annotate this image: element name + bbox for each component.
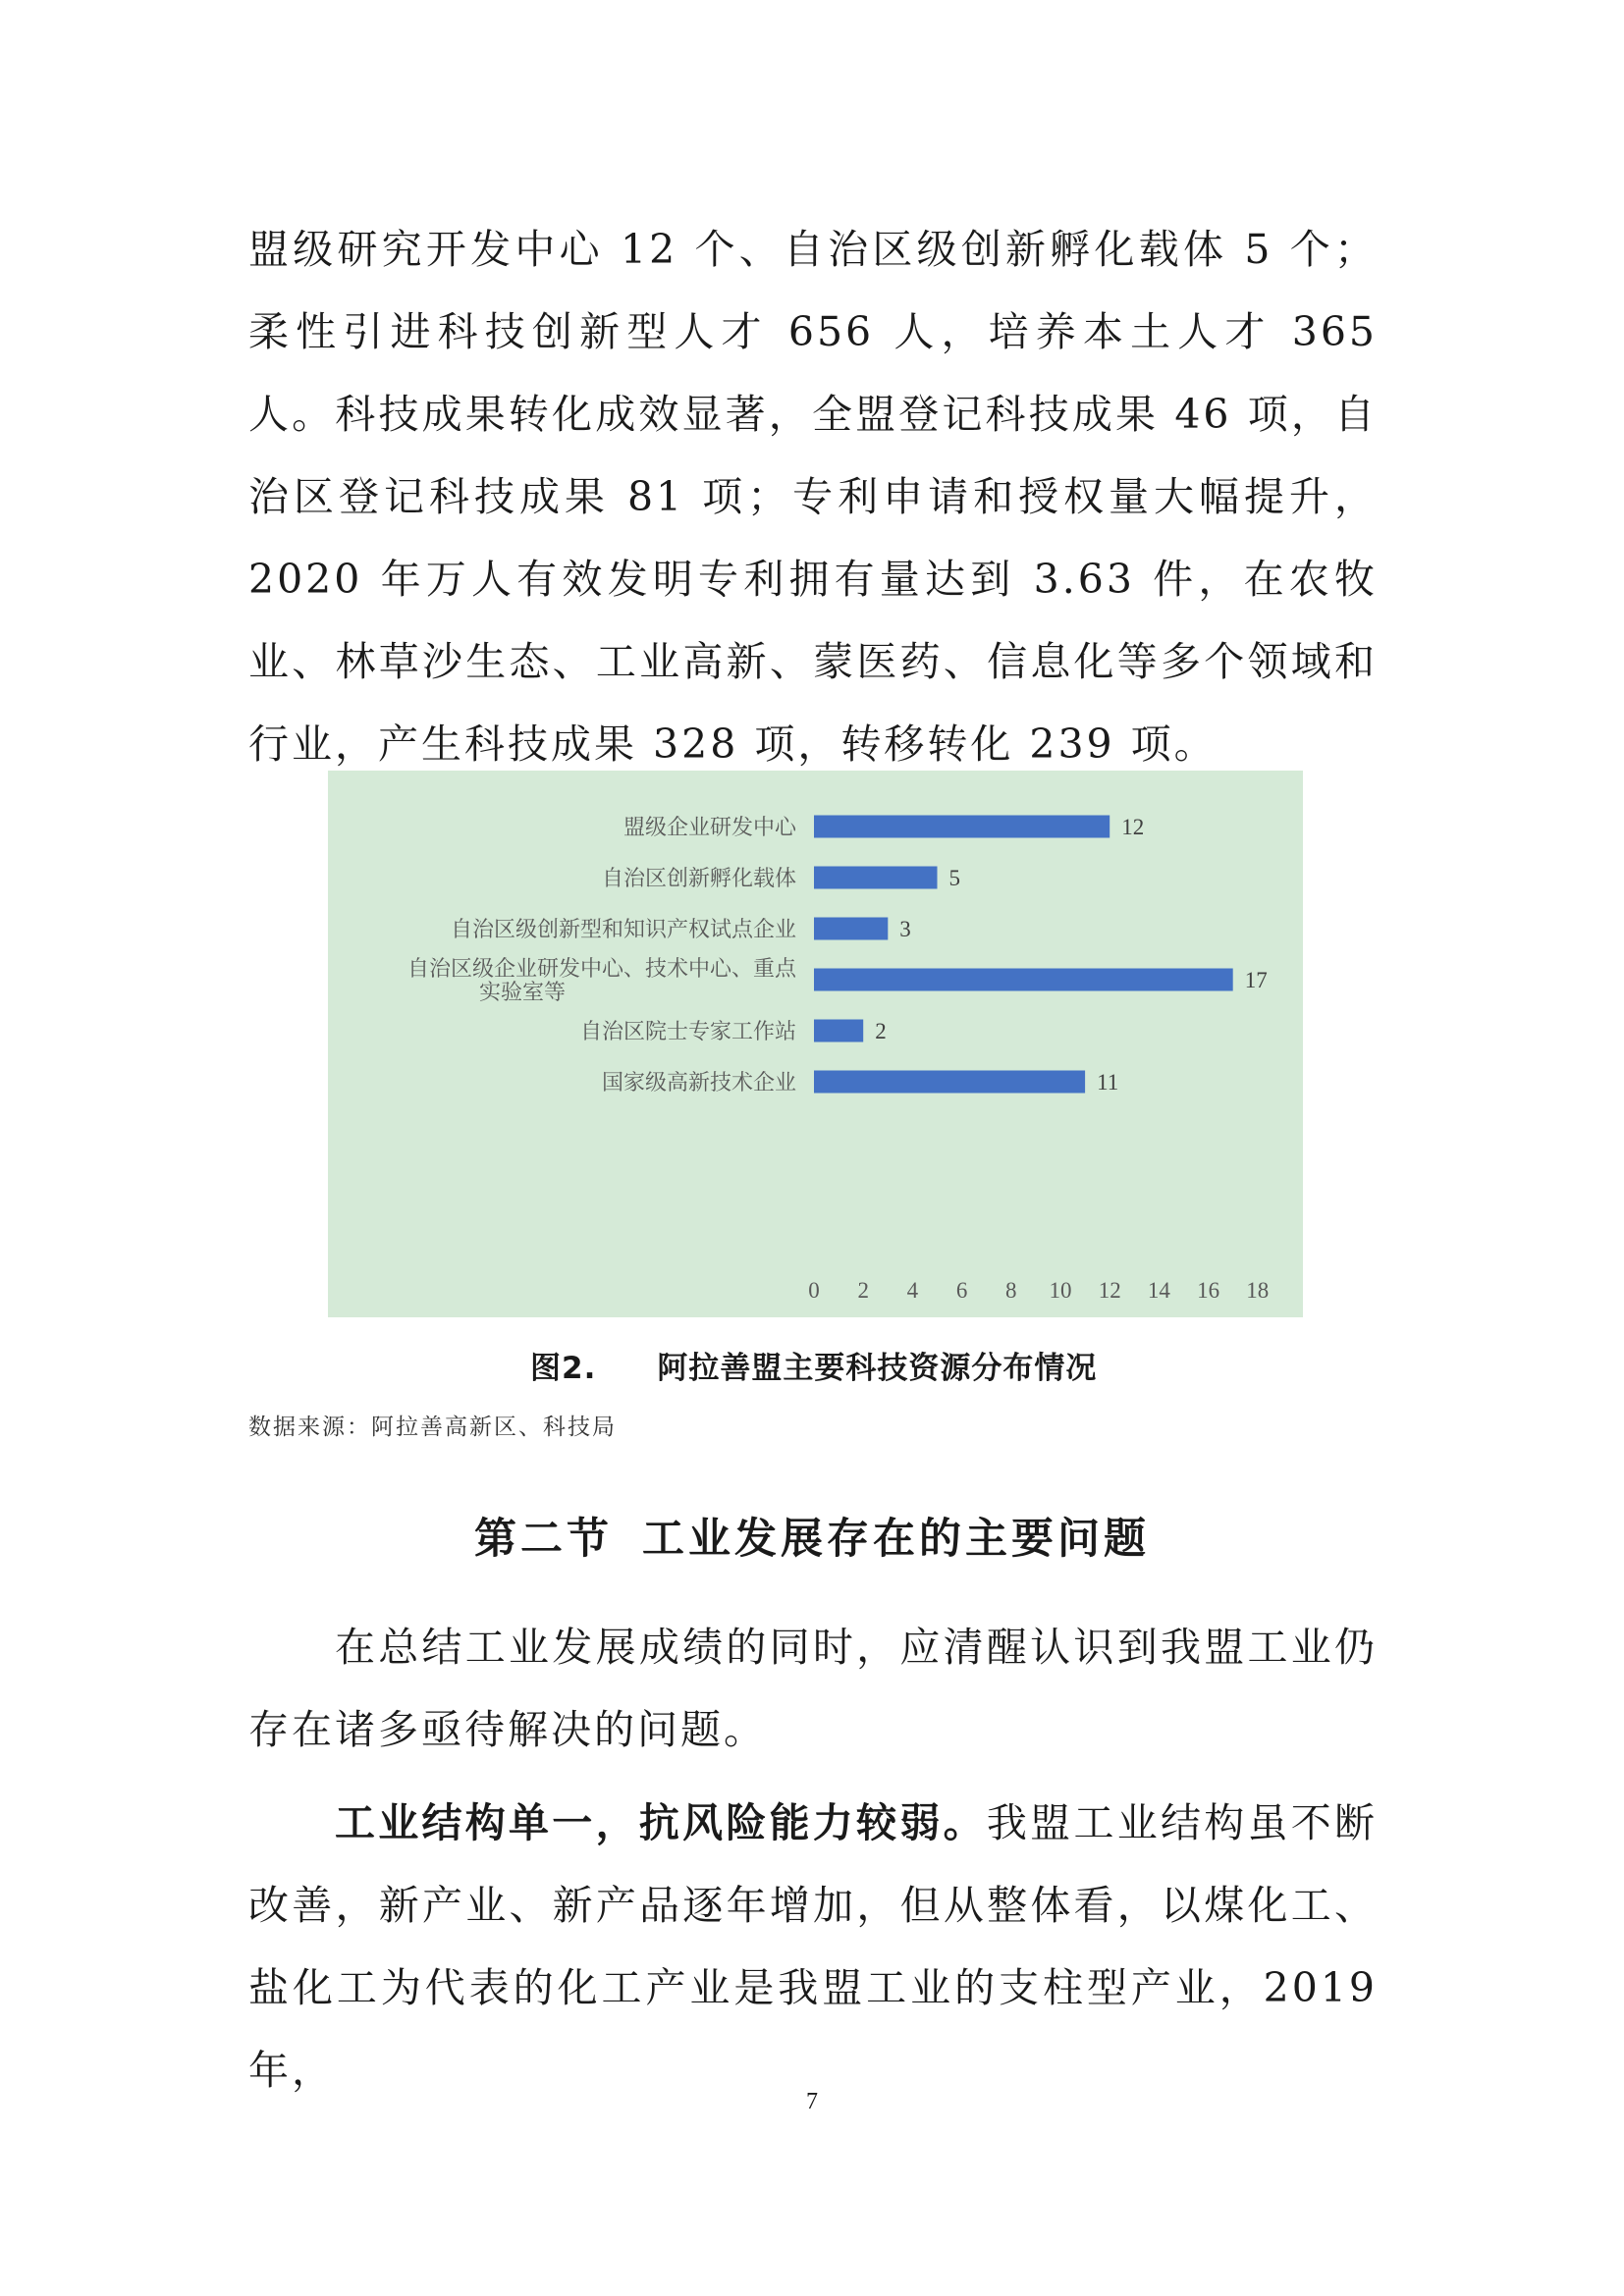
x-tick-label: 2 bbox=[857, 1278, 869, 1303]
section-title: 工业发展存在的主要问题 bbox=[642, 1515, 1150, 1564]
bar-value-label: 11 bbox=[1097, 1070, 1119, 1095]
data-source-note: 数据来源：阿拉善高新区、科技局 bbox=[248, 1415, 617, 1440]
body-paragraph-3 bbox=[248, 1782, 1378, 2111]
section-number: 第二节 bbox=[474, 1515, 613, 1564]
chart-bar bbox=[814, 1020, 863, 1042]
figure-number: 图2. bbox=[530, 1351, 597, 1386]
category-label: 自治区创新孵化载体 bbox=[601, 867, 796, 891]
page-number: 7 bbox=[806, 2089, 818, 2114]
paragraph-body-text: 我盟工业结构虽不断改善，新产业、新产品逐年增加，但从整体看，以煤化工、盐化工为代表的化工产业是我盟工业的支柱型产业，2019 年， bbox=[248, 1799, 1379, 2094]
figure-caption bbox=[530, 1343, 1097, 1387]
x-tick-label: 16 bbox=[1197, 1278, 1220, 1303]
x-tick-label: 8 bbox=[1005, 1278, 1017, 1303]
category-label: 盟级企业研发中心 bbox=[623, 816, 796, 840]
category-label: 国家级高新技术企业 bbox=[601, 1071, 796, 1095]
x-tick-label: 18 bbox=[1246, 1278, 1270, 1303]
bar-value-label: 12 bbox=[1121, 815, 1145, 839]
paragraph-lead-sentence: 工业结构单一，抗风险能力较弱。 bbox=[335, 1799, 987, 1846]
x-tick-label: 6 bbox=[955, 1278, 968, 1303]
bar-value-label: 3 bbox=[899, 917, 911, 941]
chart-bar bbox=[814, 1071, 1085, 1094]
chart-bar bbox=[814, 867, 938, 889]
bar-chart bbox=[328, 771, 1303, 1317]
bar-chart-svg bbox=[328, 771, 1303, 1317]
body-paragraph-1: 盟级研究开发中心 12 个、自治区级创新孵化载体 5 个；柔性引进科技创新型人才 656 人，培养本土人才 365 人。科技成果转化成效显著，全盟登记科技成果 46 项，自治区登记科技成果 81 项；专利申请和授权量大幅提升，2020 年万人有效发明专利拥有量达到 3.63 件，在农牧业、林草沙生态、工业高新、蒙医药、信息化等多个领域和行业，产生科技成果 328 项，转移转化 239 项。 bbox=[248, 226, 1378, 768]
x-tick-label: 10 bbox=[1049, 1278, 1072, 1303]
bar-value-label: 17 bbox=[1244, 968, 1268, 992]
body-paragraph-2: 在总结工业发展成绩的同时，应清醒认识到我盟工业仍存在诸多亟待解决的问题。 bbox=[248, 1624, 1378, 1753]
x-tick-label: 0 bbox=[808, 1278, 820, 1303]
bar-value-label: 5 bbox=[948, 866, 960, 890]
section-heading bbox=[0, 1506, 1624, 1566]
chart-bar bbox=[814, 816, 1110, 838]
x-tick-label: 4 bbox=[906, 1278, 919, 1303]
category-label: 自治区级创新型和知识产权试点企业 bbox=[450, 918, 796, 942]
category-label: 自治区级企业研发中心、技术中心、重点实验室等 bbox=[406, 957, 796, 1005]
bar-value-label: 2 bbox=[875, 1019, 887, 1043]
x-tick-label: 14 bbox=[1147, 1278, 1170, 1303]
chart-bar bbox=[814, 969, 1233, 991]
figure-title: 阿拉善盟主要科技资源分布情况 bbox=[657, 1351, 1098, 1386]
chart-bar bbox=[814, 918, 888, 940]
category-label: 自治区院士专家工作站 bbox=[579, 1020, 796, 1044]
x-tick-label: 12 bbox=[1098, 1278, 1121, 1303]
